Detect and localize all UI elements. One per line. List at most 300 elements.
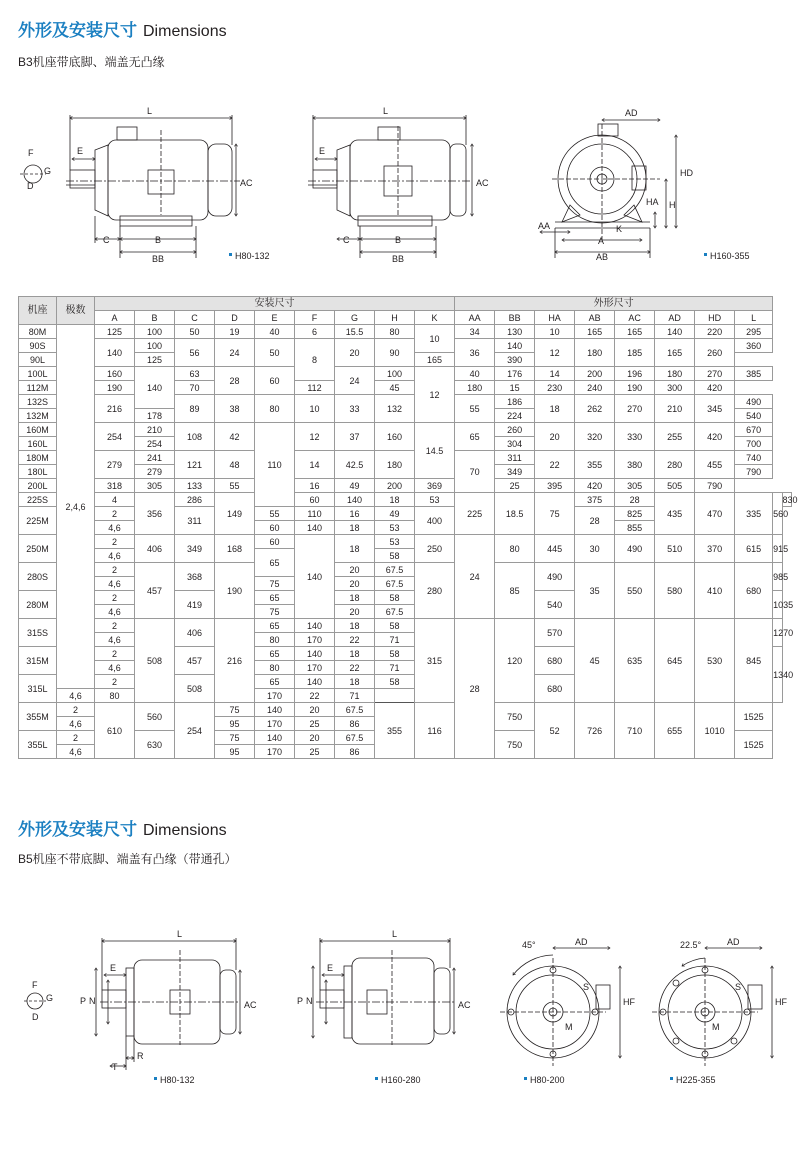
dim2-AD-1: AD — [575, 937, 588, 947]
table-cell: 457 — [135, 563, 175, 619]
table-cell: 311 — [495, 451, 535, 465]
table-cell: 55 — [215, 479, 255, 493]
table-cell: 419 — [175, 591, 215, 619]
table-cell: 15.5 — [335, 325, 375, 339]
table-cell: 18 — [335, 647, 375, 661]
table-cell: 140 — [255, 731, 295, 745]
dim2-HF-2: HF — [775, 997, 787, 1007]
table-cell: 18 — [375, 493, 415, 507]
table-cell: 140 — [255, 703, 295, 717]
table-cell: 25 — [495, 479, 535, 493]
table-cell: 750 — [495, 731, 535, 759]
table-cell: 63 — [175, 367, 215, 381]
table-cell: 254 — [135, 437, 175, 451]
table-cell: 4,6 — [95, 605, 135, 619]
table-cell: 149 — [215, 493, 255, 535]
dimensions-table — [18, 296, 798, 759]
table-cell: 140 — [655, 325, 695, 339]
table-cell: 140 — [295, 619, 335, 633]
table-cell: 410 — [695, 563, 735, 619]
table-cell: 330 — [615, 423, 655, 451]
table-cell: 255 — [655, 423, 695, 451]
header-frame: 机座 — [19, 297, 57, 325]
table-cell: 280S — [19, 563, 57, 591]
table-cell: 510 — [655, 535, 695, 563]
table-cell: 680 — [735, 563, 773, 619]
table-cell: 100 — [135, 325, 175, 339]
table-cell: 28 — [615, 493, 655, 507]
table-cell: 18 — [335, 521, 375, 535]
table-cell: 630 — [135, 731, 175, 759]
b5-drawings — [0, 900, 800, 1130]
table-cell: 25 — [295, 717, 335, 731]
dim-HA: HA — [646, 197, 659, 207]
table-cell: 457 — [175, 647, 215, 675]
column-header-ac: AC — [615, 311, 655, 325]
table-cell: 2 — [57, 703, 95, 717]
table-cell: 95 — [215, 717, 255, 731]
table-cell: 395 — [535, 479, 575, 493]
b3-side-view-1 — [20, 115, 240, 258]
table-cell: 165 — [655, 339, 695, 367]
table-cell: 349 — [175, 535, 215, 563]
table-cell: 20 — [295, 731, 335, 745]
table-cell: 270 — [615, 395, 655, 423]
table-row — [19, 339, 792, 353]
table-cell: 560 — [135, 703, 175, 731]
table-cell: 655 — [655, 703, 695, 759]
table-cell: 180M — [19, 451, 57, 465]
table-cell: 250 — [415, 535, 455, 563]
range2-bullet-4 — [670, 1077, 673, 1080]
table-cell: 15 — [495, 381, 535, 395]
table-cell: 58 — [375, 675, 415, 689]
table-cell: 16 — [335, 507, 375, 521]
table-cell: 25 — [295, 745, 335, 759]
dim2-P-2: P — [297, 996, 304, 1006]
table-cell: 540 — [735, 409, 773, 423]
table-cell: 250M — [19, 535, 57, 563]
table-cell: 18 — [335, 591, 375, 605]
dim2-R: R — [137, 1051, 144, 1061]
table-cell: 200 — [375, 479, 415, 493]
table-cell: 355 — [575, 451, 615, 479]
column-header-b: B — [135, 311, 175, 325]
table-cell: 67.5 — [375, 563, 415, 577]
table-cell: 160 — [375, 423, 415, 451]
dim-F-1: F — [28, 148, 34, 158]
table-cell: 24 — [335, 367, 375, 395]
range2-label-h225-355: H225-355 — [676, 1075, 716, 1085]
table-cell: 670 — [735, 423, 773, 437]
range-bullet-1 — [229, 253, 232, 256]
dim-E-1: E — [77, 146, 84, 156]
table-cell: 170 — [295, 633, 335, 647]
table-cell: 56 — [175, 339, 215, 367]
table-cell: 4,6 — [57, 717, 95, 731]
table-cell: 1270 — [773, 619, 782, 647]
table-cell: 360 — [735, 339, 773, 353]
table-cell: 48 — [215, 451, 255, 479]
table-cell: 315L — [19, 675, 57, 703]
table-cell: 845 — [735, 619, 773, 703]
table-cell: 50 — [255, 339, 295, 367]
table-cell: 1010 — [695, 703, 735, 759]
dim2-N-1: N — [89, 996, 96, 1006]
table-cell: 315 — [415, 619, 455, 703]
table-cell: 2 — [95, 647, 135, 661]
table-cell: 985 — [773, 563, 782, 591]
table-cell: 112M — [19, 381, 57, 395]
column-header-c: C — [175, 311, 215, 325]
table-cell: 2 — [95, 619, 135, 633]
dim-B-1: B — [155, 235, 162, 245]
table-cell: 560 — [773, 493, 782, 535]
table-row — [19, 423, 792, 437]
table-cell: 176 — [495, 367, 535, 381]
table-cell: 375 — [575, 493, 615, 507]
table-cell: 19 — [215, 325, 255, 339]
table-cell: 2 — [95, 675, 135, 689]
column-header-k: K — [415, 311, 455, 325]
dim-AC-1: AC — [240, 178, 253, 188]
table-cell: 18 — [335, 675, 375, 689]
table-cell: 180 — [375, 451, 415, 479]
column-header-bb: BB — [495, 311, 535, 325]
table-cell: 380 — [615, 451, 655, 479]
dim-L-1: L — [147, 106, 153, 116]
table-cell: 55 — [455, 395, 495, 423]
dim-AD: AD — [625, 108, 638, 118]
table-cell: 190 — [215, 563, 255, 619]
dim-C-1: C — [103, 235, 110, 245]
range-label-h160-355: H160-355 — [710, 251, 750, 261]
dim2-S-2: S — [735, 982, 742, 992]
dim2-P-1: P — [80, 996, 87, 1006]
dim2-N-2: N — [306, 996, 313, 1006]
table-cell: 60 — [295, 493, 335, 507]
table-row — [19, 367, 792, 381]
table-cell: 370 — [695, 535, 735, 563]
table-cell: 420 — [695, 423, 735, 451]
table-cell: 186 — [495, 395, 535, 409]
dim2-angle-22-5: 22.5° — [680, 940, 702, 950]
table-cell: 20 — [335, 577, 375, 591]
table-cell: 260 — [695, 339, 735, 367]
table-cell: 4,6 — [95, 521, 135, 535]
table-cell: 470 — [695, 493, 735, 535]
table-cell: 1525 — [735, 703, 773, 731]
table-cell: 790 — [695, 479, 735, 493]
table-cell: 280M — [19, 591, 57, 619]
section2-title — [18, 815, 227, 840]
table-cell: 726 — [575, 703, 615, 759]
dim2-L-1: L — [177, 929, 183, 939]
table-cell: 210 — [135, 423, 175, 437]
section1-title-cn: 外形及安装尺寸 — [18, 21, 137, 40]
range-bullet-2 — [704, 253, 707, 256]
dim2-D: D — [32, 1012, 39, 1022]
table-cell: 37 — [335, 423, 375, 451]
table-cell: 70 — [175, 381, 215, 395]
table-cell: 345 — [695, 395, 735, 423]
table-cell: 14 — [295, 451, 335, 479]
table-cell: 830 — [782, 494, 798, 505]
dim2-E-1: E — [110, 963, 117, 973]
table-row — [19, 619, 792, 633]
table-cell: 95 — [215, 745, 255, 759]
table-cell: 140 — [295, 535, 335, 619]
table-cell: 80M — [19, 325, 57, 339]
table-cell: 20 — [335, 563, 375, 577]
table-cell: 355 — [375, 703, 415, 759]
table-cell: 455 — [695, 451, 735, 479]
table-cell: 49 — [335, 479, 375, 493]
table-row — [19, 479, 792, 493]
dim2-E-2: E — [327, 963, 334, 973]
table-cell: 75 — [215, 703, 255, 717]
table-cell: 490 — [735, 395, 773, 409]
column-header-g: G — [335, 311, 375, 325]
dim2-AC-1: AC — [244, 1000, 257, 1010]
table-cell: 132 — [375, 395, 415, 423]
table-cell: 65 — [255, 619, 295, 633]
table-cell: 58 — [375, 619, 415, 633]
table-cell: 40 — [455, 367, 495, 381]
table-cell: 180 — [575, 339, 615, 367]
table-cell: 53 — [415, 493, 455, 507]
table-cell: 170 — [255, 717, 295, 731]
table-cell: 170 — [255, 745, 295, 759]
table-cell: 22 — [335, 661, 375, 675]
table-cell: 90 — [375, 339, 415, 367]
table-cell: 86 — [335, 745, 375, 759]
table-cell: 55 — [255, 507, 295, 521]
table-row — [19, 535, 792, 549]
dim-D-1: D — [27, 181, 34, 191]
table-cell: 915 — [773, 535, 782, 563]
table-cell: 24 — [215, 339, 255, 367]
b3-end-view — [540, 120, 676, 258]
table-cell: 60 — [255, 521, 295, 535]
table-cell: 825 — [615, 507, 655, 521]
table-row — [19, 451, 792, 465]
dim-A: A — [598, 236, 605, 246]
table-cell: 67.5 — [375, 605, 415, 619]
table-cell: 100L — [19, 367, 57, 381]
table-cell: 224 — [495, 409, 535, 423]
table-cell: 42.5 — [335, 451, 375, 479]
table-cell: 89 — [175, 395, 215, 423]
table-cell: 508 — [135, 619, 175, 703]
table-cell: 52 — [535, 703, 575, 759]
table-cell: 750 — [495, 703, 535, 731]
table-cell: 700 — [735, 437, 773, 451]
table-cell: 22 — [335, 633, 375, 647]
table-cell: 80 — [255, 633, 295, 647]
table-cell: 1340 — [773, 647, 782, 703]
table-cell: 200L — [19, 479, 57, 493]
table-cell: 435 — [655, 493, 695, 535]
table-cell: 45 — [575, 619, 615, 703]
table-cell: 369 — [415, 479, 455, 493]
table-cell: 349 — [495, 465, 535, 479]
table-cell: 125 — [95, 325, 135, 339]
table-cell: 490 — [615, 535, 655, 563]
table-cell: 20 — [295, 703, 335, 717]
table-cell: 22 — [295, 689, 335, 703]
table-cell: 1525 — [735, 731, 773, 759]
table-cell: 121 — [175, 451, 215, 479]
table-cell: 80 — [95, 689, 135, 703]
table-cell: 160L — [19, 437, 57, 451]
dim2-HF-1: HF — [623, 997, 635, 1007]
column-header-l: L — [735, 311, 773, 325]
table-cell: 4,6 — [57, 689, 95, 703]
table-cell: 75 — [255, 605, 295, 619]
b5-end-view-2 — [652, 948, 772, 1066]
range2-label-h160-280: H160-280 — [381, 1075, 421, 1085]
column-header-d: D — [215, 311, 255, 325]
dim-E-2: E — [319, 146, 326, 156]
table-cell: 225M — [19, 507, 57, 535]
table-cell: 12 — [295, 423, 335, 451]
table-cell: 210 — [655, 395, 695, 423]
dim-C-2: C — [343, 235, 350, 245]
section1-subtitle: B3机座带底脚、端盖无凸缘 — [18, 55, 165, 69]
dim-AB: AB — [596, 252, 609, 262]
table-header — [19, 297, 792, 325]
table-cell: 225S — [19, 493, 57, 507]
table-cell: 6 — [295, 325, 335, 339]
table-cell: 200 — [575, 367, 615, 381]
table-cell: 185 — [615, 339, 655, 367]
table-cell: 570 — [535, 619, 575, 647]
table-cell: 385 — [735, 367, 773, 381]
column-header-ha: HA — [535, 311, 575, 325]
range2-bullet-2 — [375, 1077, 378, 1080]
table-cell: 320 — [575, 423, 615, 451]
table-cell: 254 — [95, 423, 135, 451]
section1-title-en: Dimensions — [143, 23, 227, 40]
table-cell: 160 — [95, 367, 135, 381]
table-cell: 2 — [95, 535, 135, 549]
header-poles: 极数 — [57, 297, 95, 325]
table-cell: 165 — [415, 353, 455, 367]
table-cell: 65 — [255, 591, 295, 605]
column-header-ab: AB — [575, 311, 615, 325]
table-cell: 35 — [575, 563, 615, 619]
table-cell: 635 — [615, 619, 655, 703]
table-cell: 490 — [535, 563, 575, 591]
column-header-ad: AD — [655, 311, 695, 325]
section2-title-cn: 外形及安装尺寸 — [18, 820, 137, 839]
table-cell: 180 — [655, 367, 695, 381]
table-cell: 4,6 — [95, 661, 135, 675]
dim-AC-2: AC — [476, 178, 489, 188]
table-cell: 132M — [19, 409, 57, 423]
table-cell: 318 — [95, 479, 135, 493]
table-cell: 335 — [735, 493, 773, 535]
dim2-L-2: L — [392, 929, 398, 939]
table-cell: 216 — [215, 619, 255, 703]
table-cell: 90S — [19, 339, 57, 353]
b5-end-view-1 — [500, 948, 620, 1066]
table-cell: 120 — [495, 619, 535, 703]
table-cell: 18 — [535, 395, 575, 423]
table-cell: 355L — [19, 731, 57, 759]
table-cell: 33 — [335, 395, 375, 423]
table-cell: 420 — [575, 479, 615, 493]
table-cell: 240 — [575, 381, 615, 395]
table-cell: 140 — [135, 367, 175, 409]
table-cell: 18 — [335, 535, 375, 563]
dim-AA: AA — [538, 221, 551, 231]
range2-bullet-3 — [524, 1077, 527, 1080]
table-cell: 80 — [255, 395, 295, 423]
table-cell: 180L — [19, 465, 57, 479]
table-cell: 300 — [655, 381, 695, 395]
dim2-AD-2: AD — [727, 937, 740, 947]
range2-bullet-1 — [154, 1077, 157, 1080]
range2-label-h80-132: H80-132 — [160, 1075, 195, 1085]
table-row — [19, 563, 792, 577]
table-cell: 4,6 — [95, 633, 135, 647]
table-cell: 260 — [495, 423, 535, 437]
table-cell: 305 — [135, 479, 175, 493]
table-cell: 4 — [95, 493, 135, 507]
table-cell: 140 — [295, 675, 335, 689]
table-cell: 406 — [135, 535, 175, 563]
table-cell: 225 — [455, 493, 495, 535]
table-cell: 270 — [695, 367, 735, 381]
b3-drawings — [0, 0, 800, 290]
dim-H: H — [669, 200, 676, 210]
table-cell: 38 — [215, 395, 255, 423]
range2-label-h80-200: H80-200 — [530, 1075, 565, 1085]
table-cell: 304 — [495, 437, 535, 451]
table-cell: 216 — [95, 395, 135, 423]
table-cell: 20 — [335, 339, 375, 367]
table-cell: 12 — [415, 367, 455, 423]
table-cell: 110 — [255, 423, 295, 507]
dim2-AC-2: AC — [458, 1000, 471, 1010]
b5-dimension-labels — [32, 929, 787, 1072]
column-header-a: A — [95, 311, 135, 325]
table-cell: 28 — [215, 367, 255, 395]
table-cell: 65 — [255, 549, 295, 577]
table-cell: 445 — [535, 535, 575, 563]
table-cell: 132S — [19, 395, 57, 409]
column-header-e: E — [255, 311, 295, 325]
b5-side-view-1 — [24, 938, 240, 1070]
table-cell: 110 — [295, 507, 335, 521]
table-cell: 1035 — [773, 591, 782, 619]
table-cell: 140 — [295, 647, 335, 661]
table-cell: 140 — [95, 339, 135, 367]
table-cell: 178 — [135, 409, 175, 423]
table-cell: 165 — [575, 325, 615, 339]
table-cell: 42 — [215, 423, 255, 451]
table-cell: 4,6 — [95, 577, 135, 591]
dim-HD: HD — [680, 168, 693, 178]
table-cell: 2 — [95, 591, 135, 605]
table-cell: 16 — [295, 479, 335, 493]
table-body — [19, 325, 798, 759]
table-row — [19, 325, 792, 339]
table-cell: 855 — [615, 521, 655, 535]
table-cell: 67.5 — [335, 703, 375, 717]
